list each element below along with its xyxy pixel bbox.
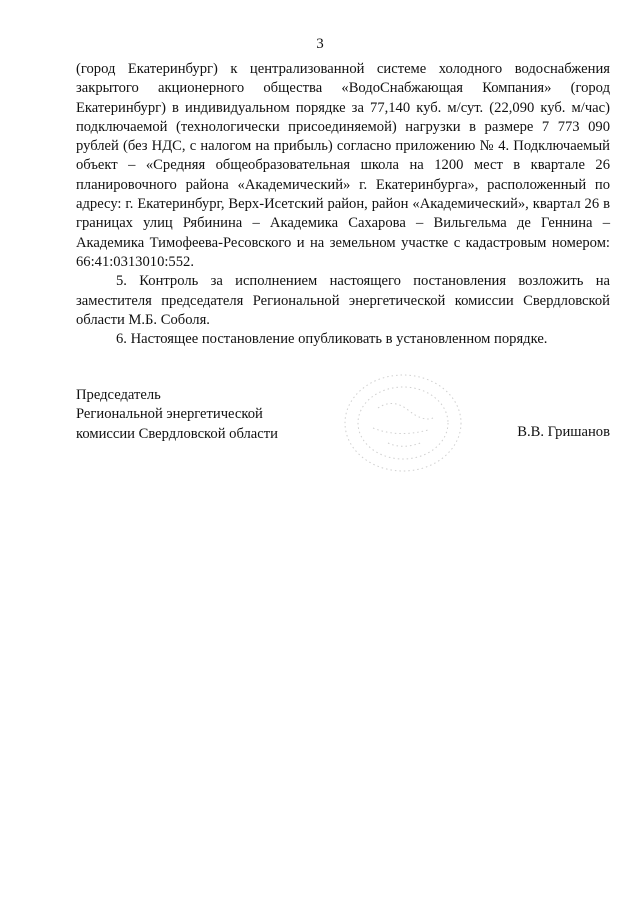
paragraph-continuation: (город Екатеринбург) к централизованной системе холодного водоснабжения закрытого акционерного общества «ВодоСнабжающая Компания» (город Екатеринбург) в индивидуальном порядке за 77,140 куб. м/сут. (22,090 куб. м/час) подключаемой (технологически присоединяемой) нагрузки в размере 7 773 090 рублей (без НДС, с налогом на прибыль) согласно приложению № 4. Подключаемый объект – «Средняя общеобразовательная школа на 1200 мест в квартале 26 планировочного района «Академический» г. Екатеринбурга», расположенный по адресу: г. Екатеринбург, Верх-Исетский район, район «Академический», квартал 26 в границах улиц Рябинина – Академика Сахарова – Вильгельма де Геннина – Академика Тимофеева-Ресовского и на земельном участке с кадастровым номером: 66:41:0313010:552. — [76, 61, 610, 270]
page-number: 3 — [316, 36, 324, 52]
signatory-title-line: Председатель — [76, 387, 161, 403]
document-body — [76, 60, 610, 349]
paragraph-5: 5. Контроль за исполнением настоящего постановления возложить на заместителя председателя Региональной энергетической комиссии Свердловской области М.Б. Соболя. — [76, 273, 610, 328]
paragraph-6: 6. Настоящее постановление опубликовать в установленном порядке. — [116, 331, 548, 348]
faint-seal-stamp — [338, 368, 468, 478]
signatory-title-line: Региональной энергетической — [76, 406, 263, 423]
signatory-title — [76, 386, 278, 444]
signatory-title-line: комиссии Свердловской области — [76, 425, 278, 442]
signatory-name: В.В. Гришанов — [517, 424, 610, 440]
